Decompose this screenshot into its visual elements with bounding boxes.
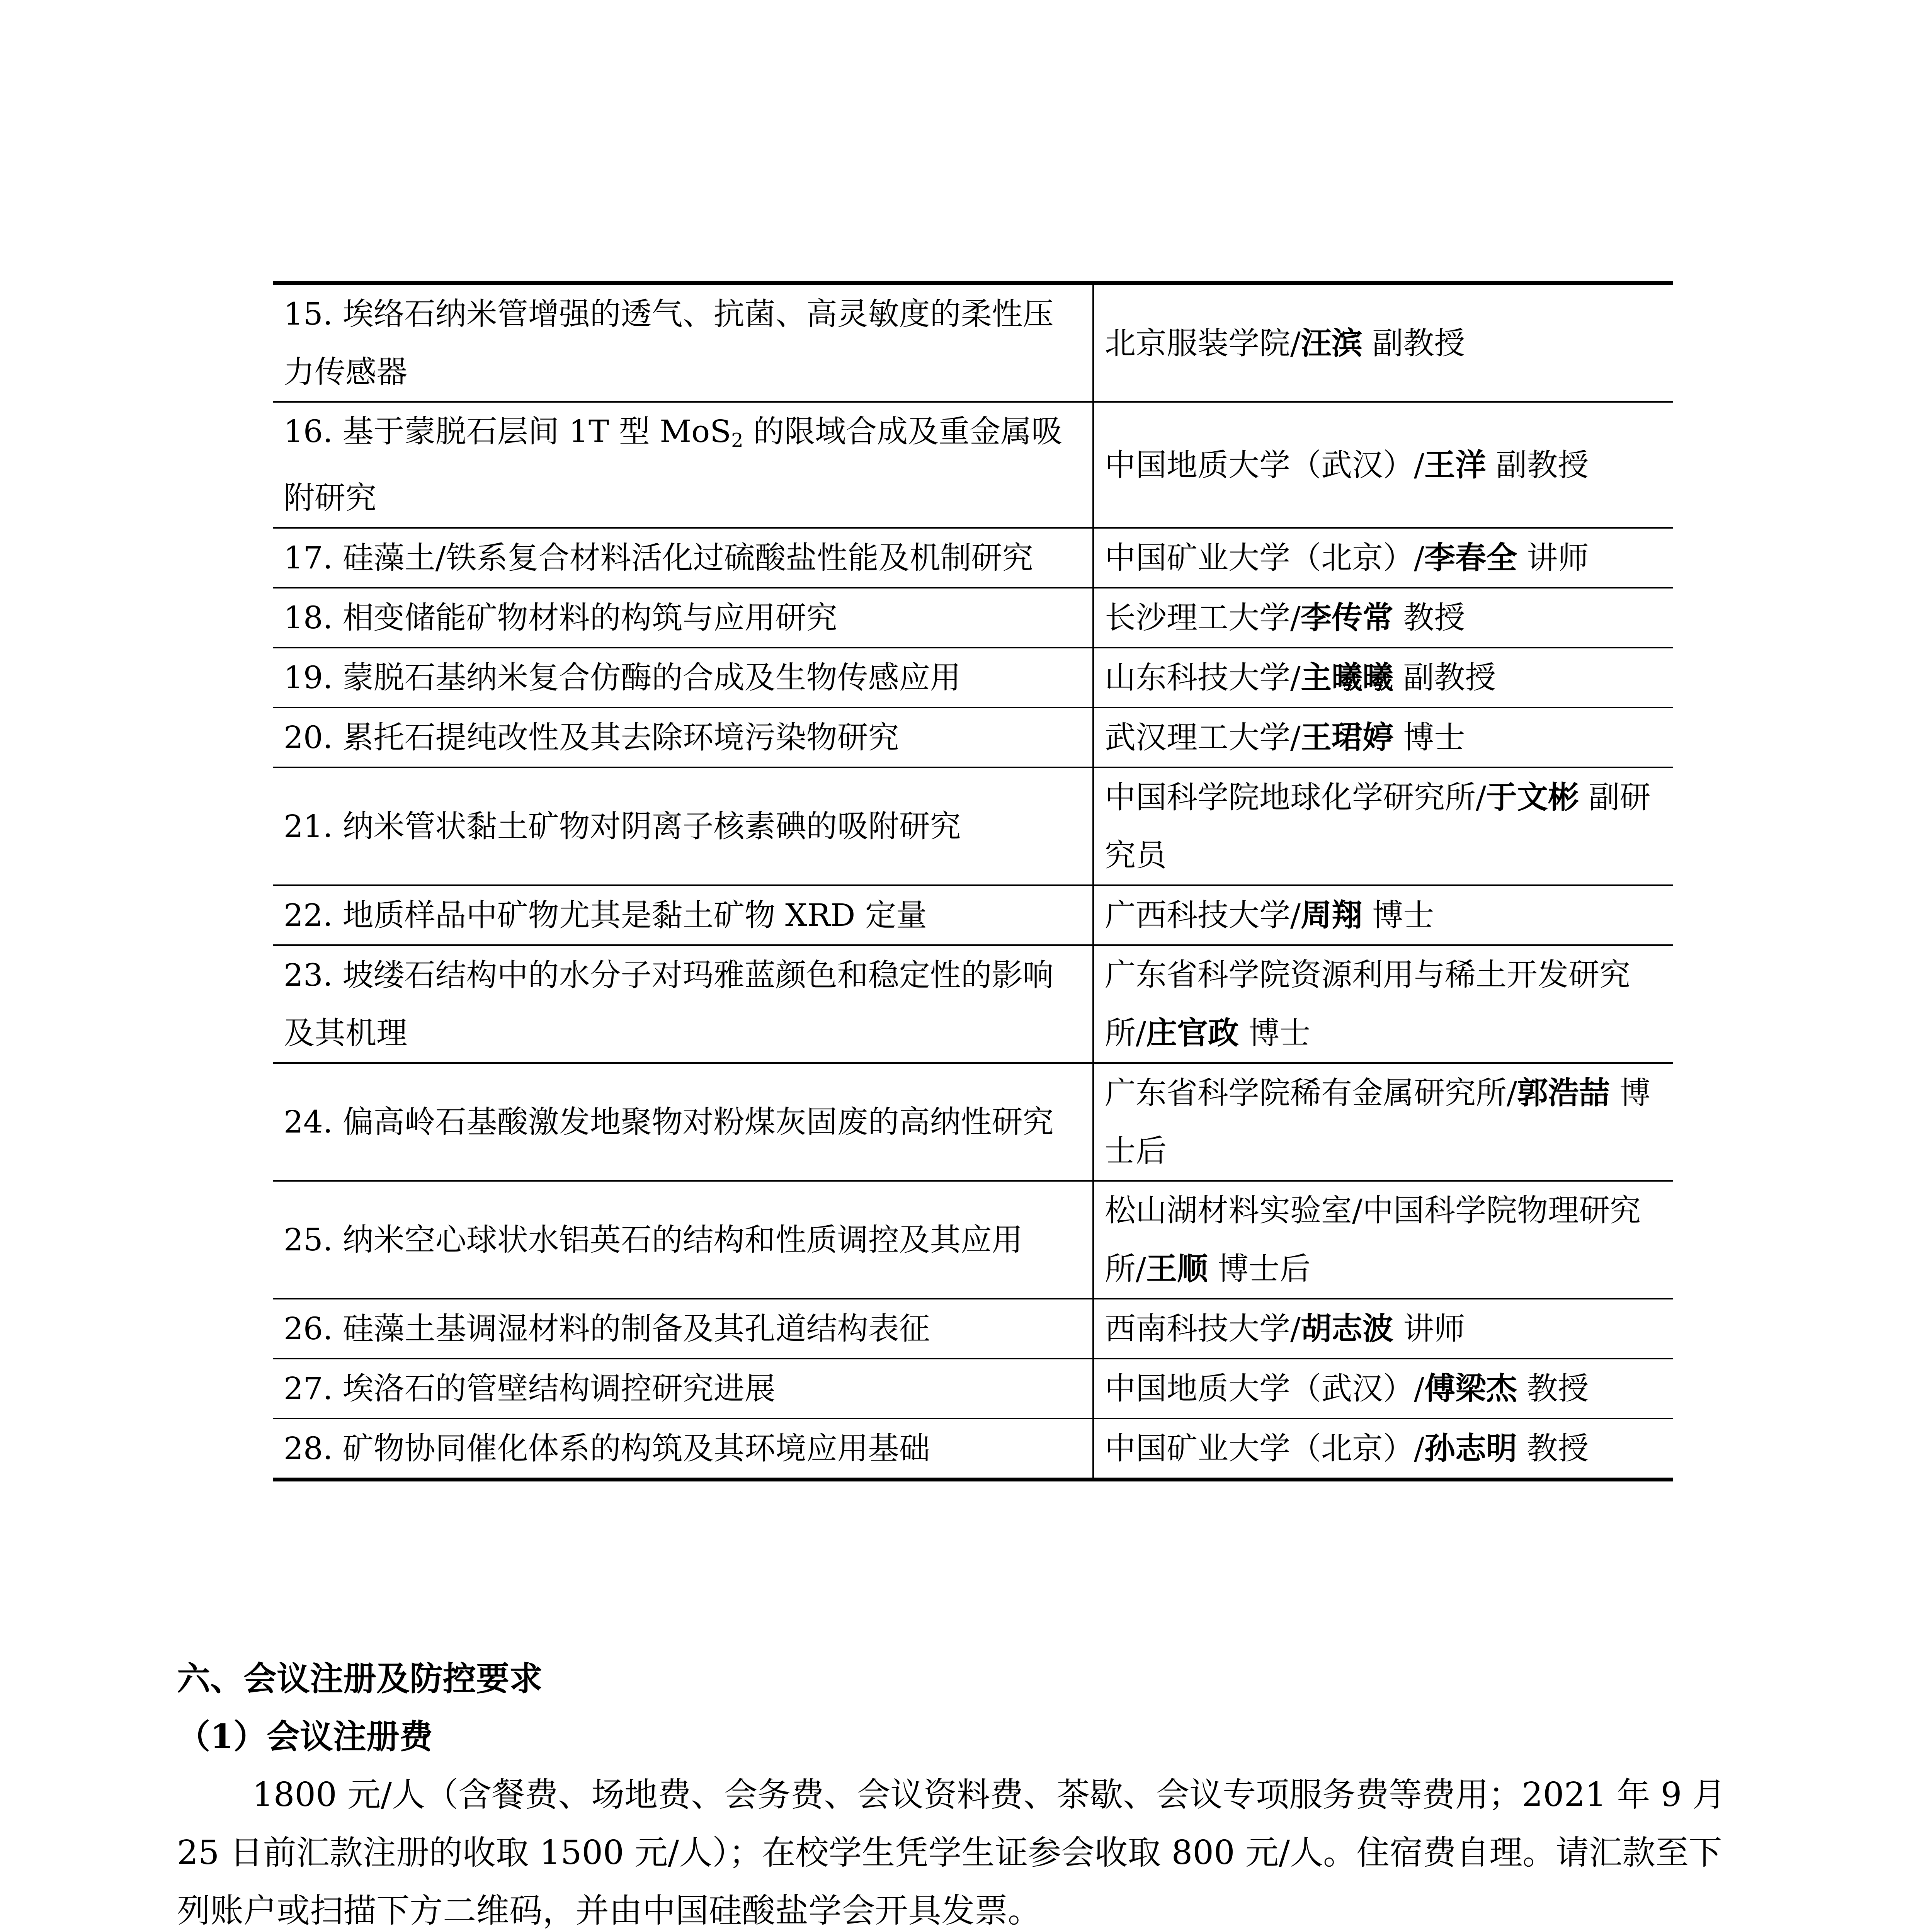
table-row bbox=[273, 885, 1673, 945]
talk-topic: 21. 纳米管状黏土矿物对阴离子核素碘的吸附研究 bbox=[273, 767, 1093, 885]
table-row bbox=[273, 1299, 1673, 1359]
subsection-heading: （1）会议注册费 bbox=[177, 1717, 433, 1756]
talk-speaker: 长沙理工大学/李传常 教授 bbox=[1105, 599, 1465, 636]
talk-speaker: 中国地质大学（武汉）/傅梁杰 教授 bbox=[1105, 1370, 1589, 1407]
table-row bbox=[273, 707, 1673, 767]
talk-topic: 17. 硅藻土/铁系复合材料活化过硫酸盐性能及机制研究 bbox=[273, 528, 1093, 588]
talk-topic: 25. 纳米空心球状水铝英石的结构和性质调控及其应用 bbox=[273, 1181, 1093, 1299]
talk-topic: 24. 偏高岭石基酸激发地聚物对粉煤灰固废的高纳性研究 bbox=[273, 1063, 1093, 1181]
talk-topic: 16. 基于蒙脱石层间 1T 型 MoS$_2$ 的限域合成及重金属吸附研究 bbox=[273, 402, 1093, 528]
table-row bbox=[273, 402, 1673, 528]
talk-topic: 28. 矿物协同催化体系的构筑及其环境应用基础 bbox=[273, 1418, 1093, 1480]
talks-table bbox=[273, 281, 1673, 1481]
talk-topic: 19. 蒙脱石基纳米复合仿酶的合成及生物传感应用 bbox=[273, 648, 1093, 707]
talk-topic: 18. 相变储能矿物材料的构筑与应用研究 bbox=[273, 588, 1093, 648]
table-row bbox=[273, 283, 1673, 402]
talk-speaker: 广西科技大学/周翔 博士 bbox=[1105, 897, 1434, 934]
table-row bbox=[273, 588, 1673, 648]
table-row bbox=[273, 1359, 1673, 1418]
talk-topic: 15. 埃络石纳米管增强的透气、抗菌、高灵敏度的柔性压力传感器 bbox=[273, 283, 1093, 402]
talk-speaker: 武汉理工大学/王珺婷 博士 bbox=[1105, 719, 1465, 756]
talk-speaker: 广东省科学院资源利用与稀土开发研究所/庄官政 博士 bbox=[1105, 957, 1630, 1051]
talk-speaker: 中国矿业大学（北京）/孙志明 教授 bbox=[1105, 1430, 1589, 1467]
talk-topic: 27. 埃洛石的管壁结构调控研究进展 bbox=[273, 1359, 1093, 1418]
talk-topic: 22. 地质样品中矿物尤其是黏土矿物 XRD 定量 bbox=[273, 885, 1093, 945]
table-row bbox=[273, 648, 1673, 707]
talk-speaker: 中国矿业大学（北京）/李春全 讲师 bbox=[1105, 539, 1589, 576]
fee-paragraph: 1800 元/人（含餐费、场地费、会务费、会议资料费、茶歇、会议专项服务费等费用；2021 年 9 月 25 日前汇款注册的收取 1500 元/人）；在校学生凭学生证参会收取 800 元/人。住宿费自理。请汇款至下列账户或扫描下方二维码，并由中国硅酸盐学会开具发票。 bbox=[177, 1776, 1726, 1930]
talk-speaker: 西南科技大学/胡志波 讲师 bbox=[1105, 1310, 1465, 1347]
talk-speaker: 中国科学院地球化学研究所/于文彬 副研究员 bbox=[1105, 779, 1651, 874]
talk-speaker: 松山湖材料实验室/中国科学院物理研究所/王顺 博士后 bbox=[1105, 1192, 1641, 1287]
table-row bbox=[273, 945, 1673, 1063]
table-row bbox=[273, 1063, 1673, 1181]
section-heading: 六、会议注册及防控要求 bbox=[177, 1659, 543, 1698]
talk-speaker: 中国地质大学（武汉）/王洋 副教授 bbox=[1105, 446, 1589, 483]
talk-topic: 26. 硅藻土基调湿材料的制备及其孔道结构表征 bbox=[273, 1299, 1093, 1359]
table-row bbox=[273, 1181, 1673, 1299]
table-row bbox=[273, 767, 1673, 885]
talk-speaker: 广东省科学院稀有金属研究所/郭浩喆 博士后 bbox=[1105, 1075, 1651, 1169]
table-row bbox=[273, 528, 1673, 588]
table-row bbox=[273, 1418, 1673, 1480]
talk-speaker: 山东科技大学/主曦曦 副教授 bbox=[1105, 659, 1496, 696]
talk-topic: 20. 累托石提纯改性及其去除环境污染物研究 bbox=[273, 707, 1093, 767]
talk-speaker: 北京服装学院/汪滨 副教授 bbox=[1105, 325, 1465, 361]
talk-topic: 23. 坡缕石结构中的水分子对玛雅蓝颜色和稳定性的影响及其机理 bbox=[273, 945, 1093, 1063]
